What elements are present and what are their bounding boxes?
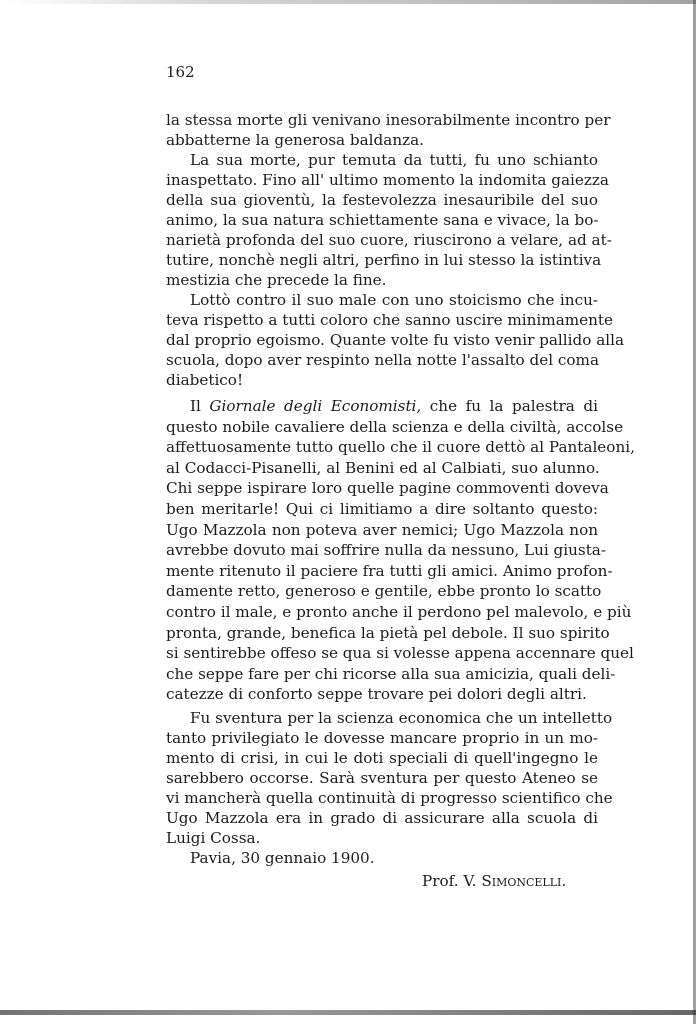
- text-line: che seppe fare per chi ricorse alla sua amicizia, quali deli-: [166, 664, 616, 683]
- text-line: contro il male, e pronto anche il perdono pel malevolo, e più: [166, 603, 632, 621]
- text-line: pronta, grande, benefica la pietà pel debole. Il suo spirito: [166, 623, 610, 642]
- text-line: scuola, dopo aver respinto nella notte l'assalto del coma: [166, 351, 600, 369]
- text-line: abbatterne la generosa baldanza.: [166, 131, 424, 149]
- text-line: tanto privilegiato le dovesse mancare proprio in un mo-: [166, 729, 598, 747]
- text-line: teva rispetto a tutti coloro che sanno uscire minimamente: [166, 311, 614, 329]
- text-line: mestizia che precede la fine.: [166, 271, 387, 289]
- text-line: [166, 396, 598, 416]
- text-line: narietà profonda del suo cuore, riuscirono a velare, ad at-: [166, 231, 612, 249]
- text-line: Fu sventura per la scienza economica che un intelletto: [190, 709, 613, 727]
- text-line: Lottò contro il suo male con uno stoicismo che incu-: [190, 291, 598, 309]
- text-line: della sua gioventù, la festevolezza inesauribile del suo: [166, 191, 598, 209]
- text-line: affettuosamente tutto quello che il cuore dettò al Pantaleoni,: [166, 438, 635, 457]
- text-line: questo nobile cavaliere della scienza e della civiltà, accolse: [166, 417, 624, 436]
- journal-title: Giornale degli Economisti,: [209, 397, 422, 415]
- text-line: Ugo Mazzola era in grado di assicurare alla scuola di: [166, 809, 598, 827]
- text-line: Chi seppe ispirare loro quelle pagine commoventi doveva: [166, 479, 609, 498]
- text-line: animo, la sua natura schiettamente sana e vivace, la bo-: [166, 211, 599, 229]
- text-line: tutire, nonchè negli altri, perfino in lui stesso la istintiva: [166, 251, 602, 269]
- signature-prefix: Prof. V.: [422, 872, 482, 890]
- text-line: al Codacci-Pisanelli, al Benini ed al Calbiati, suo alunno.: [166, 458, 600, 477]
- text-line: mente ritenuto il paciere fra tutti gli amici. Animo profon-: [166, 561, 613, 580]
- text-line: si sentirebbe offeso se qua si volesse appena accennare quel: [166, 644, 634, 663]
- signature-name: Simoncelli.: [481, 872, 567, 890]
- text-line: diabetico!: [166, 371, 244, 389]
- scan-edge-bottom: [0, 1010, 696, 1015]
- text-line: Pavia, 30 gennaio 1900.: [190, 849, 375, 867]
- text-line: vi mancherà quella continuità di progresso scientifico che: [166, 789, 613, 807]
- text-line: avrebbe dovuto mai soffrire nulla da nessuno, Lui giusta-: [166, 541, 606, 560]
- page-number: 162: [166, 63, 195, 81]
- signature: [422, 872, 566, 890]
- text-line: mento di crisi, in cui le doti speciali di quell'ingegno le: [166, 749, 598, 767]
- text-line: sarebbero occorse. Sarà sventura per questo Ateneo se: [166, 769, 598, 787]
- text-segment: Il: [190, 397, 210, 415]
- text-line: catezze di conforto seppe trovare pei dolori degli altri.: [166, 685, 587, 704]
- text-line: damente retto, generoso e gentile, ebbe pronto lo scatto: [166, 582, 602, 601]
- text-line: dal proprio egoismo. Quante volte fu visto venir pallido alla: [166, 331, 625, 349]
- text-line: Luigi Cossa.: [166, 829, 261, 847]
- text-line: la stessa morte gli venivano inesorabilmente incontro per: [166, 111, 611, 129]
- text-segment: che fu la palestra di: [421, 397, 598, 415]
- scan-edge-top: [0, 0, 696, 4]
- text-line: La sua morte, pur temuta da tutti, fu uno schianto: [190, 151, 598, 169]
- text-line: inaspettato. Fino all' ultimo momento la indomita gaiezza: [166, 171, 609, 189]
- text-line: Ugo Mazzola non poteva aver nemici; Ugo Mazzola non: [166, 520, 598, 539]
- text-line: ben meritarle! Qui ci limitiamo a dire soltanto questo:: [166, 500, 598, 518]
